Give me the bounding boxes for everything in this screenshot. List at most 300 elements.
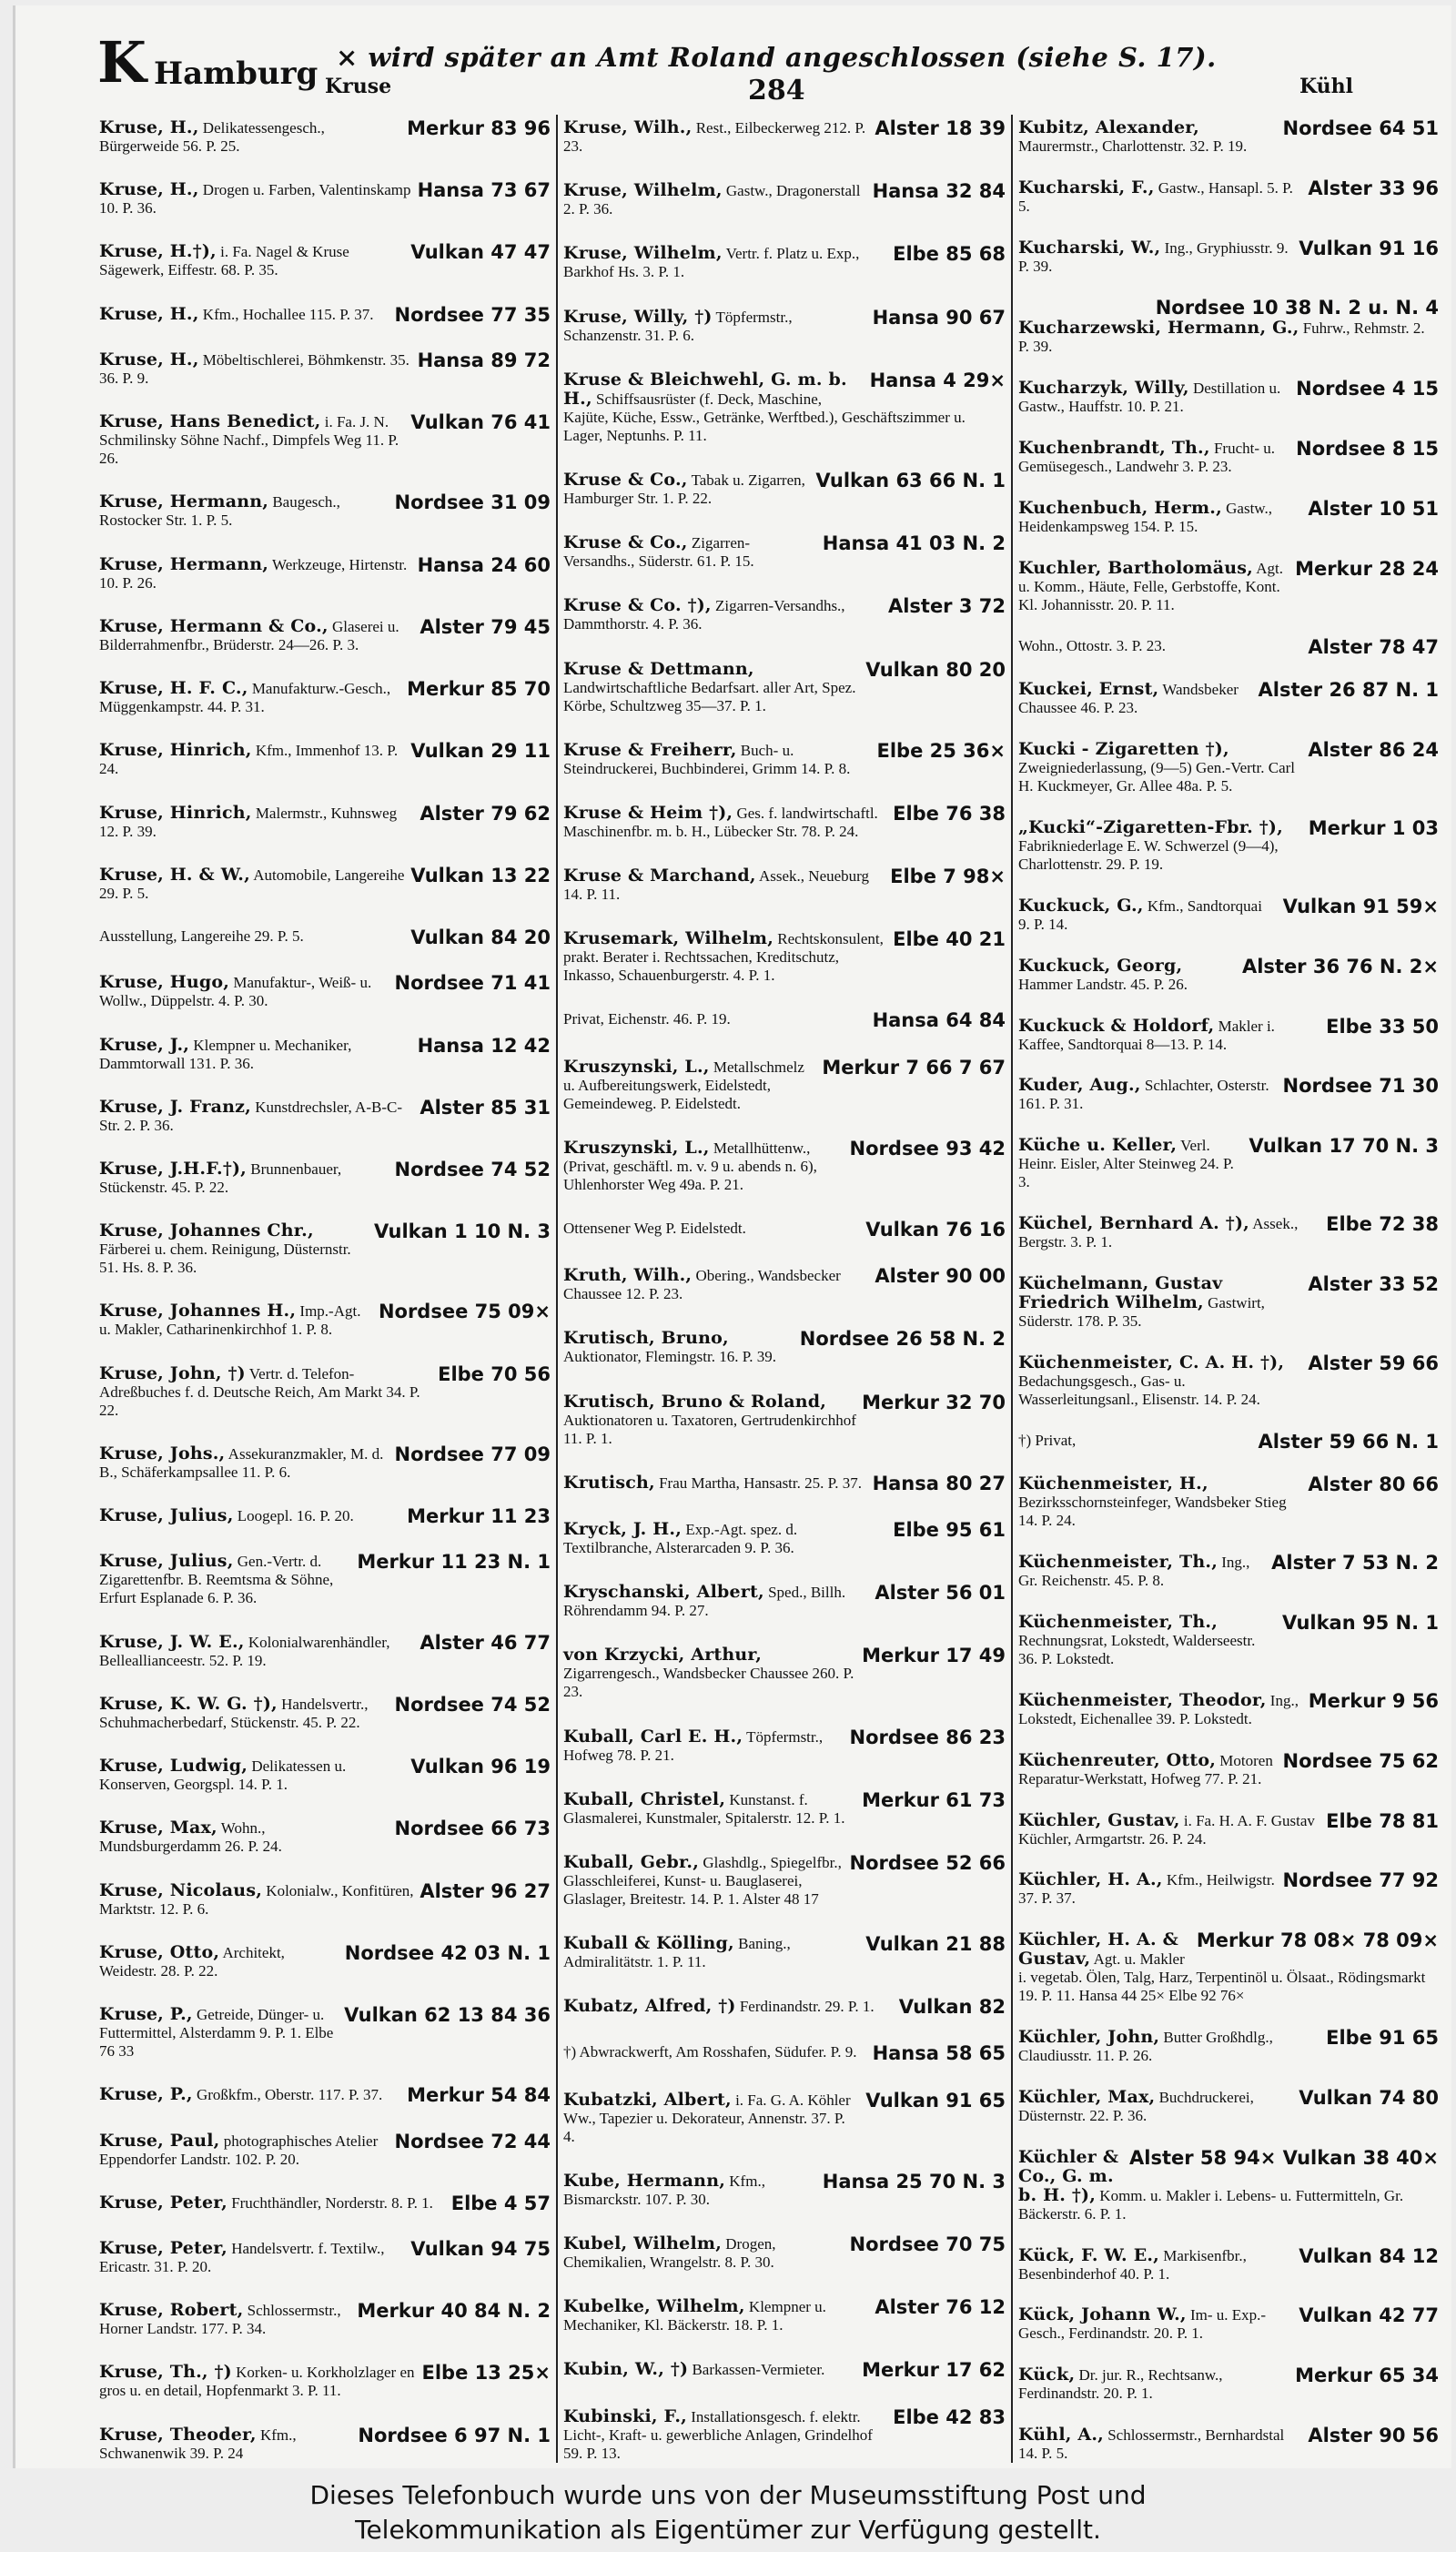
directory-entry — [99, 1364, 551, 1420]
directory-entry — [99, 2085, 551, 2106]
entry-details: Makler i. Kaffee, Sandtorquai 8—13. P. 14. — [1018, 1017, 1275, 1053]
directory-entry — [99, 242, 551, 279]
entry-name: Kruse, K. W. G. †), — [99, 1693, 278, 1714]
entry-details: Glaserei u. Bilderrahmenfbr., Brüderstr. 24—26. P. 3. — [99, 617, 399, 653]
directory-entry — [99, 492, 551, 530]
entry-name: von Krzycki, Arthur, — [563, 1645, 763, 1666]
phone-number: Vulkan 74 80 — [1299, 2086, 1439, 2109]
directory-entry — [1018, 1691, 1439, 1728]
entry-details: Glashdlg., Spiegelfbr., Glasschleiferei, Kunst- u. Bauglaserei, Glaslager, Breitestr. 14. P. 1. Alster 48 17 — [563, 1853, 842, 1908]
directory-entry — [99, 2425, 551, 2463]
entry-details: Assekuranzmakler, M. d. B., Schäferkampsallee 11. P. 6. — [99, 1444, 384, 1481]
phone-number: Nordsee 71 41 — [394, 972, 551, 995]
entry-details: Agt. u. Komm., Häute, Felle, Gerbstoffe, Kont. Kl. Johannisstr. 20. P. 11. — [1018, 559, 1283, 613]
entry-name: Kruse, H., — [99, 303, 199, 324]
directory-entry — [1018, 1136, 1439, 1191]
directory-entry — [563, 533, 1006, 571]
entry-details: Ottensener Weg P. Eidelstedt. — [563, 1220, 746, 1237]
directory-entry — [1018, 2305, 1439, 2343]
entry-details: Buchdruckerei, Düsternstr. 22. P. 36. — [1018, 2088, 1254, 2124]
entry-details: Drogen u. Farben, Valentinskamp 10. P. 36. — [99, 181, 411, 218]
phone-number: Elbe 13 25× — [421, 2362, 551, 2385]
phone-number: Vulkan 91 65 — [865, 2089, 1006, 2111]
entry-name: Kruszynski, L., — [563, 1137, 710, 1158]
directory-entry — [563, 2360, 1006, 2381]
directory-entry — [563, 1997, 1006, 2018]
entry-details: Brunnenbauer, Stückenstr. 45. P. 22. — [99, 1160, 342, 1196]
directory-entry — [1018, 238, 1439, 276]
entry-details: Korken- u. Korkholzlager en gros u. en detail, Hopfenmarkt 3. P. 11. — [99, 2364, 415, 2400]
directory-entry — [99, 927, 551, 948]
directory-entry — [1018, 559, 1439, 614]
phone-number: Vulkan 84 20 — [410, 927, 551, 949]
entry-details: Kfm., Heilwigstr. 37. P. 37. — [1018, 1871, 1275, 1908]
entry-name: Kruse, Hermann, — [99, 553, 269, 574]
entry-details: Destillation u. Gastw., Hauffstr. 10. P. 21. — [1018, 380, 1281, 416]
phone-number: Alster 59 66 N. 1 — [1258, 1430, 1439, 1453]
phone-number: Alster 85 31 — [420, 1096, 551, 1119]
column-divider — [1011, 115, 1013, 2463]
entry-name: Kruse, Max, — [99, 1818, 217, 1838]
entry-name: Küchler, H. A. & Gustav, — [1018, 1929, 1178, 1970]
directory-entry — [563, 1727, 1006, 1765]
entry-name: Kruse, H., — [99, 349, 199, 370]
phone-number: Hansa 25 70 N. 3 — [822, 2170, 1006, 2192]
directory-entry — [1018, 957, 1439, 994]
phone-number: Hansa 41 03 N. 2 — [822, 532, 1006, 555]
directory-entry — [563, 1934, 1006, 1971]
entry-details: Wohn., Ottostr. 3. P. 23. — [1018, 636, 1167, 654]
entry-name: Krutisch, Bruno, — [563, 1328, 729, 1349]
directory-entry — [563, 181, 1006, 218]
phone-number: Nordsee 6 97 N. 1 — [358, 2424, 551, 2446]
entry-name: Kuckuck, G., — [1018, 895, 1144, 916]
entry-details: Imp.-Agt. u. Makler, Catharinenkirchhof 1. P. 8. — [99, 1302, 361, 1339]
entry-name: Kruse, Th., †) — [99, 2362, 232, 2383]
entry-name: Kruse, J., — [99, 1034, 190, 1055]
entry-details: i. Fa. J. N. Schmilinsky Söhne Nachf., Dimpfels Weg 11. P. 26. — [99, 413, 399, 468]
directory-entry — [99, 1757, 551, 1794]
entry-details: Manufakturw.-Gesch., Müggenkampstr. 44. P. 31. — [99, 680, 391, 716]
entry-name: Kruse, P., — [99, 2004, 193, 2025]
directory-entry — [1018, 637, 1439, 658]
phone-number: Nordsee 70 75 — [849, 2233, 1006, 2255]
entry-details: Schlachter, Osterstr. 161. P. 31. — [1018, 1077, 1269, 1113]
entry-name: Küchenreuter, Otto, — [1018, 1749, 1217, 1770]
entry-details: Maurermstr., Charlottenstr. 32. P. 19. — [1018, 137, 1248, 155]
entry-details: Kfm., Bismarckstr. 107. P. 30. — [563, 2172, 765, 2208]
directory-entry — [1018, 1474, 1439, 1530]
entry-details: photographisches Atelier Eppendorfer Landstr. 102. P. 20. — [99, 2132, 379, 2168]
entry-details: Architekt, Weidestr. 28. P. 22. — [99, 1943, 285, 1980]
phone-number: Vulkan 80 20 — [865, 658, 1006, 681]
directory-entry — [563, 929, 1006, 985]
directory-entry — [99, 180, 551, 218]
entry-details: Töpfermstr., Hofweg 78. P. 21. — [563, 1727, 824, 1764]
entry-details: †) Privat, — [1018, 1431, 1077, 1449]
entry-details: Exp.-Agt. spez. d. Textilbranche, Alsterarcaden 9. P. 36. — [563, 1520, 798, 1556]
entry-name: Kruse, H. & W., — [99, 864, 250, 885]
entry-name: Kryschanski, Albert, — [563, 1582, 764, 1603]
entry-name: Kruse, Hermann & Co., — [99, 615, 329, 636]
directory-entry — [1018, 2365, 1439, 2403]
entry-name: Küchler, John, — [1018, 2027, 1160, 2048]
phone-number: Merkur 11 23 — [407, 1505, 551, 1528]
directory-entry — [99, 2301, 551, 2338]
directory-entry — [563, 2297, 1006, 2334]
directory-entry — [99, 1943, 551, 1980]
phone-number: Merkur 65 34 — [1295, 2365, 1439, 2387]
entry-details: Fabrikniederlage E. W. Schwerzel (9—4), Charlottenstr. 29. P. 19. — [1018, 837, 1279, 874]
entry-details: i. Fa. G. A. Köhler Ww., Tapezier u. Dekorateur, Annenstr. 37. P. 4. — [563, 2091, 851, 2145]
entry-details: Auktionator, Flemingstr. 16. P. 39. — [563, 1348, 777, 1366]
entry-name: Kruse & Co. †), — [563, 595, 712, 616]
phone-number: Vulkan 94 75 — [410, 2237, 551, 2260]
directory-entry — [99, 1506, 551, 1527]
entry-details: Loogepl. 16. P. 20. — [237, 1507, 354, 1525]
directory-entry — [1018, 2088, 1439, 2125]
phone-number: Vulkan 76 16 — [865, 1219, 1006, 1241]
entry-details: Obering., Wandsbecker Chaussee 12. P. 23. — [563, 1267, 841, 1303]
entry-name: Kruth, Wilh., — [563, 1265, 693, 1286]
phone-number: Alster 18 39 — [875, 117, 1006, 139]
entry-details: Drogen, Chemikalien, Wrangelstr. 8. P. 30. — [563, 2235, 776, 2271]
entry-details: Butter Großhdlg., Claudiusstr. 11. P. 26. — [1018, 2029, 1273, 2065]
entry-name: Kruse, Peter, — [99, 2237, 228, 2258]
phone-number: Nordsee 72 44 — [394, 2130, 551, 2152]
entry-details: i. Fa. Nagel & Kruse Sägewerk, Eiffestr. 68. P. 35. — [99, 243, 349, 279]
directory-entry — [563, 660, 1006, 715]
directory-entry — [1018, 2028, 1439, 2065]
entry-details: Ing., Gryphiusstr. 9. P. 39. — [1018, 238, 1289, 275]
entry-name: Kruse, Johannes Chr., — [99, 1220, 314, 1241]
entry-details: Buch- u. Steindruckerei, Buchbinderei, Grimm 14. P. 8. — [563, 741, 851, 777]
directory-entry — [99, 1881, 551, 1919]
entry-name: Kuball, Gebr., — [563, 1851, 700, 1872]
entry-details: Vertr. f. Platz u. Exp., Barkhof Hs. 3. P. 1. — [563, 245, 860, 281]
entry-name: Küchenmeister, H., — [1018, 1473, 1208, 1494]
phone-number: Hansa 58 65 — [872, 2042, 1006, 2065]
entry-name: Kruse & Freiherr, — [563, 739, 737, 760]
phone-number: Elbe 7 98× — [890, 866, 1006, 888]
phone-number: Elbe 42 83 — [893, 2405, 1006, 2428]
phone-number: Nordsee 8 15 — [1296, 438, 1439, 461]
phone-number: Alster 86 24 — [1308, 739, 1439, 762]
entry-name: Kruse & Bleichwehl, G. m. b. H., — [563, 369, 847, 409]
directory-entry — [1018, 298, 1439, 356]
phone-number: Nordsee 66 73 — [394, 1818, 551, 1840]
entry-name: „Kucki“-Zigaretten-Fbr. †), — [1018, 817, 1283, 838]
entry-details: Baning., Admiralitätstr. 1. P. 11. — [563, 1935, 791, 1971]
directory-entry — [1018, 896, 1439, 934]
entry-details: Manufaktur-, Weiß- u. Wollw., Düppelstr. 4. P. 30. — [99, 974, 372, 1010]
phone-number: Nordsee 26 58 N. 2 — [799, 1328, 1006, 1351]
directory-entry — [1018, 439, 1439, 476]
directory-entry — [563, 1392, 1006, 1448]
directory-entry — [99, 1160, 551, 1197]
entry-name: Kruse, Julius, — [99, 1505, 234, 1526]
directory-entry — [99, 741, 551, 778]
phone-number: Nordsee 86 23 — [849, 1726, 1006, 1748]
entry-name: Kruse, Nicolaus, — [99, 1879, 263, 1900]
entry-details: Baugesch., Rostocker Str. 1. P. 5. — [99, 493, 340, 530]
entry-name: Küchel, Bernhard A. †), — [1018, 1213, 1249, 1234]
directory-entry — [99, 1221, 551, 1277]
entry-details: Assek., Neueburg 14. P. 11. — [563, 867, 870, 904]
phone-number: Merkur 54 84 — [407, 2084, 551, 2107]
phone-number: Nordsee 93 42 — [849, 1137, 1006, 1160]
entry-details: Ausstellung, Langereihe 29. P. 5. — [99, 927, 304, 946]
entry-details: †) Abwrackwerft, Am Rosshafen, Südufer. P. 9. — [563, 2043, 857, 2061]
directory-page — [13, 5, 1451, 2468]
directory-entry — [1018, 1870, 1439, 1908]
entry-name: Kubelke, Wilhelm, — [563, 2296, 745, 2317]
entry-details: Klempner u. Mechaniker, Dammtorwall 131. P. 36. — [99, 1036, 352, 1072]
entry-details: Ges. f. landwirtschaftl. Maschinenfbr. m. b. H., Lübecker Str. 78. P. 24. — [563, 804, 878, 840]
entry-name: Kubel, Wilhelm, — [563, 2233, 723, 2253]
entry-name: Küche u. Keller, — [1018, 1135, 1178, 1156]
entry-details: Automobile, Langereihe 29. P. 5. — [99, 866, 405, 902]
entry-name: Kuchenbuch, Herm., — [1018, 497, 1222, 518]
directory-entry — [563, 804, 1006, 841]
directory-entry — [1018, 379, 1439, 416]
directory-entry — [563, 1583, 1006, 1620]
phone-number: Merkur 83 96 — [407, 117, 551, 139]
phone-number: Nordsee 74 52 — [394, 1693, 551, 1716]
entry-name: Kuball & Kölling, — [563, 1933, 734, 1954]
directory-entry — [99, 412, 551, 468]
entry-details: Metallschmelz u. Aufbereitungswerk, Eidelstedt, Gemeindeweg. P. Eidelstedt. — [563, 1058, 804, 1112]
entry-name: Küchenmeister, C. A. H. †), — [1018, 1352, 1285, 1372]
entry-details: Kfm., Sandtorquai 9. P. 14. — [1018, 896, 1262, 933]
phone-number: Elbe 25 36× — [876, 739, 1006, 762]
directory-entry — [563, 2043, 1006, 2064]
directory-entry — [1018, 1274, 1439, 1331]
phone-number: Nordsee 10 38 N. 2 u. N. 4 — [1155, 297, 1439, 319]
phone-number: Vulkan 47 47 — [410, 241, 551, 264]
directory-entry — [1018, 1017, 1439, 1054]
phone-number: Nordsee 31 09 — [394, 491, 551, 514]
entry-details: i. Fa. H. A. F. Gustav Küchler, Armgartstr. 26. P. 24. — [1018, 1811, 1315, 1848]
entry-name: Küchelmann, Gustav Friedrich Wilhelm, — [1018, 1272, 1223, 1312]
entry-details: Ferdinandstr. 29. P. 1. — [739, 1998, 875, 2016]
directory-entry — [1018, 2425, 1439, 2463]
entry-details: Wandsbeker Chaussee 46. P. 23. — [1018, 681, 1239, 717]
entry-details: Zigarrengesch., Wandsbecker Chaussee 260. P. 23. — [563, 1665, 854, 1701]
phone-number: Merkur 61 73 — [862, 1788, 1006, 1811]
entry-name: Kucharzewski, Hermann, G., — [1018, 318, 1299, 339]
entry-name: Kuchenbrandt, Th., — [1018, 438, 1210, 459]
entry-details: Ing., Gr. Reichenstr. 45. P. 8. — [1018, 1554, 1250, 1590]
entry-name: Kucharski, F., — [1018, 177, 1155, 197]
entry-details: Fuhrw., Rehmstr. 2. P. 39. — [1018, 319, 1425, 356]
phone-number: Nordsee 77 35 — [394, 303, 551, 326]
entry-details: Zigarren-Versandhs., Süderstr. 61. P. 15. — [563, 534, 754, 571]
phone-number: Alster 79 62 — [420, 802, 551, 825]
directory-column-1 — [99, 118, 551, 2463]
entry-name: Kruse, J.H.F.†), — [99, 1158, 247, 1179]
phone-number: Alster 36 76 N. 2× — [1241, 955, 1439, 977]
directory-entry — [1018, 1811, 1439, 1848]
entry-name: Kruse & Marchand, — [563, 866, 756, 886]
phone-number: Merkur 17 62 — [862, 2359, 1006, 2382]
phone-number: Alster 90 56 — [1308, 2424, 1439, 2446]
phone-number: Merkur 17 49 — [862, 1645, 1006, 1667]
entry-name: Kruse, P., — [99, 2084, 193, 2105]
phone-number: Merkur 78 08× 78 09× — [1196, 1929, 1439, 1952]
first-entry-guide: Kruse — [325, 75, 392, 98]
directory-column-3 — [1018, 118, 1439, 2463]
entry-details: Schlossermstr., Bernhardstal 14. P. 5. — [1018, 2425, 1285, 2462]
header-notice: × wird später an Amt Roland angeschlossen (siehe S. 17). — [336, 42, 1217, 73]
phone-number: Nordsee 75 62 — [1282, 1749, 1439, 1772]
phone-number: Elbe 33 50 — [1326, 1015, 1439, 1038]
directory-entry — [563, 741, 1006, 778]
directory-entry — [99, 1695, 551, 1732]
directory-entry — [99, 1818, 551, 1856]
entry-name: Kück, F. W. E., — [1018, 2244, 1159, 2265]
entry-details: Delikatessengesch., Bürgerweide 56. P. 25. — [99, 119, 325, 155]
phone-number: Vulkan 42 77 — [1299, 2304, 1439, 2327]
directory-entry — [563, 2407, 1006, 2463]
directory-entry — [1018, 740, 1439, 795]
directory-entry — [99, 1444, 551, 1482]
entry-name: Kryck, J. H., — [563, 1518, 682, 1539]
entry-name: Kuder, Aug., — [1018, 1075, 1141, 1096]
directory-entry — [99, 973, 551, 1010]
entry-details: Vertr. d. Telefon-Adreßbuches f. d. Deutsche Reich, Am Markt 34. P. 22. — [99, 1364, 420, 1419]
entry-name: Kuckuck & Holdorf, — [1018, 1015, 1215, 1036]
entry-name: Kruse, Willy, †) — [563, 306, 713, 327]
phone-number: Hansa 24 60 — [417, 553, 551, 576]
entry-name: Kruse, H., — [99, 117, 199, 137]
entry-name: Kruse, Hermann, — [99, 491, 269, 512]
phone-number: Elbe 40 21 — [893, 928, 1006, 951]
footer-line-1: Dieses Telefonbuch wurde uns von der Museumsstiftung Post und — [309, 2480, 1147, 2510]
entry-name: Kruse, Hans Benedict, — [99, 411, 321, 432]
entry-details: Möbeltischlerei, Böhmkenstr. 35. 36. P. 9. — [99, 350, 410, 387]
entry-details: Delikatessen u. Konserven, Georgspl. 14. P. 1. — [99, 1757, 347, 1794]
phone-number: Alster 33 52 — [1308, 1272, 1439, 1295]
entry-details: Kolonialwarenhändler, Belleallianceestr. 52. P. 19. — [99, 1633, 390, 1669]
entry-details: Komm. u. Makler i. Lebens- u. Futtermitteln, Gr. Bäckerstr. 6. P. 1. — [1018, 2186, 1404, 2223]
directory-entry — [99, 1098, 551, 1135]
directory-entry — [1018, 1751, 1439, 1788]
phone-number: Hansa 64 84 — [872, 1009, 1006, 1032]
entry-details: Kunstanst. f. Glasmalerei, Kunstmaler, Spitalerstr. 12. P. 1. — [563, 1790, 845, 1827]
entry-name: Kube, Hermann, — [563, 2170, 726, 2191]
phone-number: Vulkan 84 12 — [1299, 2244, 1439, 2267]
directory-entry — [99, 2239, 551, 2276]
phone-number: Alster 10 51 — [1308, 497, 1439, 520]
entry-details: Landwirtschaftliche Bedarfsart. aller Art, Spez. Körbe, Schultzweg 35—37. P. 1. — [563, 678, 856, 714]
page-number: 284 — [748, 75, 805, 106]
entry-name: Kruse, Wilhelm, — [563, 180, 723, 201]
entry-name: Kruse & Heim †), — [563, 802, 733, 823]
phone-number: Elbe 72 38 — [1326, 1213, 1439, 1236]
entry-details: Sped., Billh. Röhrendamm 94. P. 27. — [563, 1584, 846, 1620]
entry-name: Kuchler, Bartholomäus, — [1018, 557, 1253, 578]
entry-details: Rechnungsrat, Lokstedt, Walderseestr. 36. P. Lokstedt. — [1018, 1632, 1256, 1668]
directory-entry — [1018, 1930, 1439, 2005]
column-divider — [556, 115, 558, 2463]
phone-number: Vulkan 91 16 — [1299, 237, 1439, 259]
phone-number: Nordsee 52 66 — [849, 1851, 1006, 1874]
entry-details: Werkzeuge, Hirtenstr. 10. P. 26. — [99, 555, 408, 592]
entry-details: Tabak u. Zigarren, Hamburger Str. 1. P. 22. — [563, 471, 805, 507]
entry-details: Im- u. Exp.-Gesch., Ferdinandstr. 20. P. 1. — [1018, 2306, 1267, 2343]
phone-number: Alster 56 01 — [875, 1582, 1006, 1605]
entry-name: Kruse, Hinrich, — [99, 740, 252, 761]
phone-number: Merkur 40 84 N. 2 — [357, 2300, 551, 2323]
phone-number: Alster 7 53 N. 2 — [1271, 1552, 1439, 1575]
entry-name: Kruse, Wilh., — [563, 117, 693, 137]
directory-entry — [563, 370, 1006, 445]
entry-details: Bedachungsgesch., Gas- u. Wasserleitungsanl., Elisenstr. 14. P. 24. — [1018, 1372, 1260, 1408]
directory-entry — [1018, 2148, 1439, 2223]
phone-number: Hansa 4 29× — [869, 369, 1006, 391]
directory-entry — [1018, 2246, 1439, 2284]
entry-name: Kruse, J. Franz, — [99, 1096, 251, 1117]
phone-number: Nordsee 75 09× — [378, 1301, 551, 1323]
entry-name: Kühl, A., — [1018, 2424, 1104, 2445]
phone-number: Alster 76 12 — [875, 2296, 1006, 2319]
entry-name: Kruse, Theoder, — [99, 2424, 257, 2445]
directory-entry — [99, 2005, 551, 2061]
phone-number: Hansa 32 84 — [872, 180, 1006, 203]
entry-name: Kuckei, Ernst, — [1018, 679, 1159, 700]
phone-number: Vulkan 63 66 N. 1 — [815, 469, 1006, 491]
directory-entry — [99, 2193, 551, 2214]
entry-name: Küchenmeister, Th., — [1018, 1552, 1218, 1573]
entry-name: Kück, — [1018, 2365, 1076, 2385]
directory-entry — [563, 1058, 1006, 1113]
directory-entry — [563, 244, 1006, 281]
directory-entry — [1018, 1076, 1439, 1113]
phone-number: Alster 96 27 — [420, 1879, 551, 1902]
directory-entry — [99, 679, 551, 716]
entry-name: Kruse & Co., — [563, 532, 688, 553]
directory-entry — [563, 1646, 1006, 1701]
phone-number: Elbe 76 38 — [893, 802, 1006, 825]
entry-name: Kucki - Zigaretten †), — [1018, 739, 1229, 760]
phone-number: Vulkan 29 11 — [410, 740, 551, 763]
phone-number: Alster 33 96 — [1308, 177, 1439, 199]
entry-details: Gastw., Hansapl. 5. P. 5. — [1018, 178, 1293, 215]
phone-number: Merkur 7 66 7 67 — [822, 1056, 1006, 1079]
directory-entry — [563, 2091, 1006, 2146]
phone-number: Vulkan 17 70 N. 3 — [1249, 1135, 1439, 1158]
phone-number: Vulkan 82 — [898, 1996, 1006, 2019]
phone-number: Nordsee 42 03 N. 1 — [344, 1941, 551, 1964]
phone-number: Merkur 9 56 — [1308, 1689, 1439, 1712]
entry-details: Töpfermstr., Schanzenstr. 31. P. 6. — [563, 308, 793, 344]
directory-entry — [563, 1220, 1006, 1241]
entry-name: Kuball, Carl E. H., — [563, 1726, 743, 1747]
directory-entry — [563, 596, 1006, 633]
entry-name: Kubin, W., †) — [563, 2359, 689, 2380]
directory-entry — [563, 1473, 1006, 1494]
page-header — [97, 24, 1390, 106]
phone-number: Alster 90 00 — [875, 1265, 1006, 1288]
directory-entry — [99, 1301, 551, 1339]
entry-details: Agt. u. Makler i. vegetab. Ölen, Talg, Harz, Terpentinöl u. Ölsaat., Rödingsmarkt 19. P. 11. Hansa 44 25× Elbe 92 76× — [1018, 1950, 1426, 2005]
entry-name: Kuball, Christel, — [563, 1788, 726, 1809]
phone-number: Vulkan 96 19 — [410, 1756, 551, 1778]
entry-name: Kubatz, Alfred, †) — [563, 1996, 736, 2017]
phone-number: Vulkan 13 22 — [410, 864, 551, 886]
entry-name: Küchler, Max, — [1018, 2086, 1156, 2107]
